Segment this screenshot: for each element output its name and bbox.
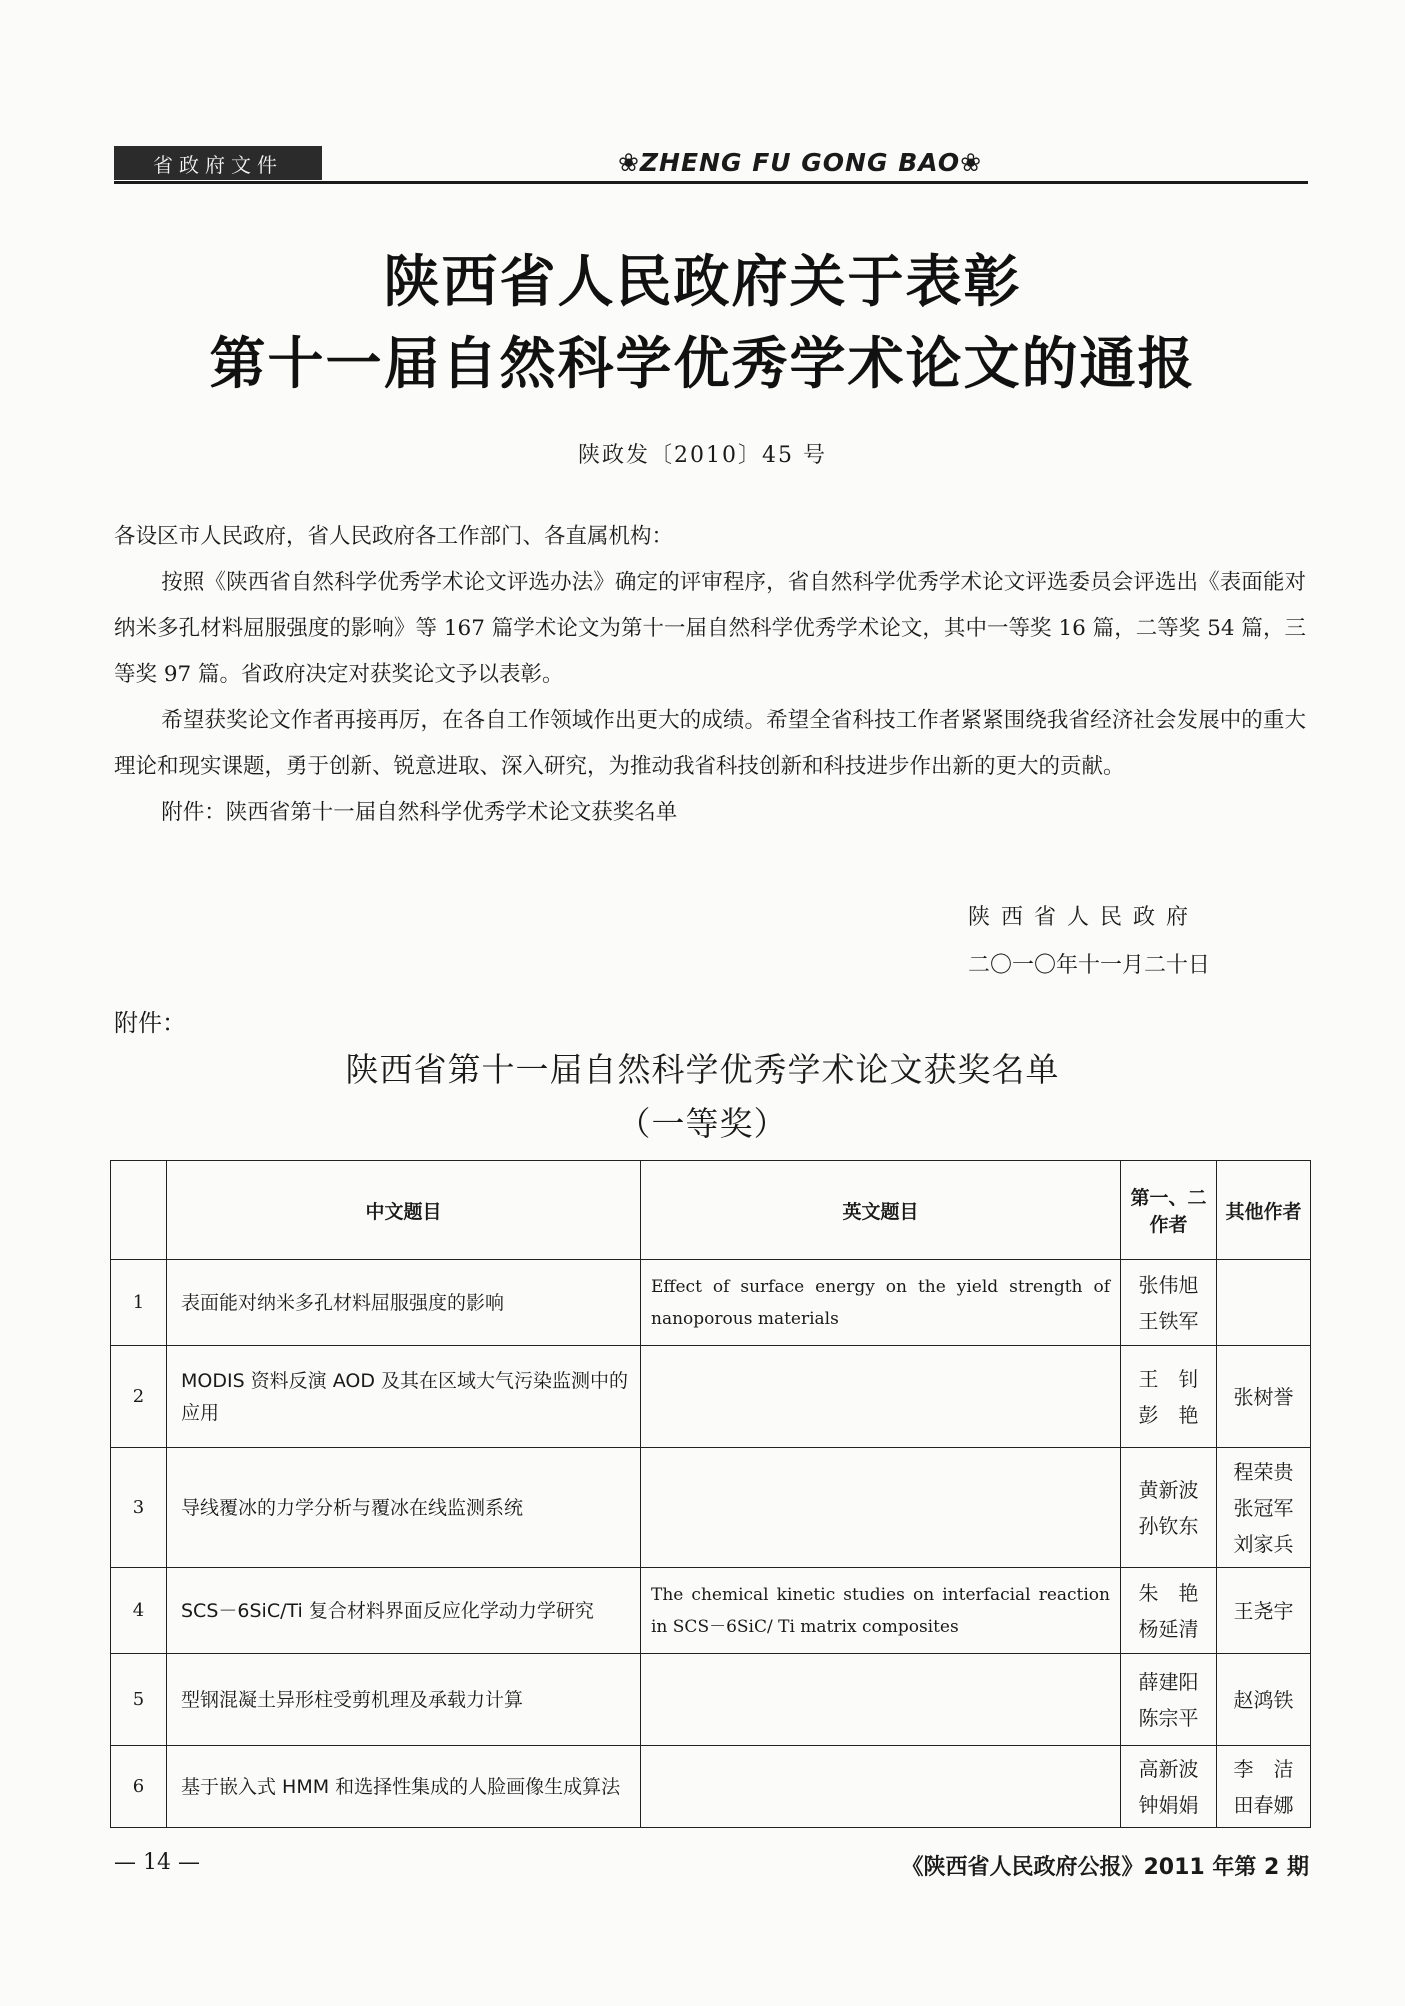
- chinese-title-cell: 导线覆冰的力学分析与覆冰在线监测系统: [167, 1448, 641, 1568]
- chinese-title-cell: 基于嵌入式 HMM 和选择性集成的人脸画像生成算法: [167, 1746, 641, 1828]
- award-table: [110, 1160, 1311, 1828]
- header-first-authors: [1121, 1161, 1217, 1260]
- header-rule: [114, 181, 1308, 184]
- author-name: 杨延清: [1138, 1616, 1199, 1641]
- first-authors-cell: [1121, 1654, 1217, 1746]
- author-name: 张冠军: [1233, 1495, 1294, 1520]
- award-list-title: 陕西省第十一届自然科学优秀学术论文获奖名单: [345, 1050, 1060, 1089]
- chinese-title-cell: 型钢混凝土异形柱受剪机理及承载力计算: [167, 1654, 641, 1746]
- author-name: 王尧宇: [1233, 1598, 1294, 1623]
- document-number: 陕政发〔2010〕45 号: [578, 443, 827, 468]
- header-other-authors: 其他作者: [1217, 1161, 1311, 1260]
- author-name: 田春娜: [1233, 1792, 1294, 1817]
- english-title-cell: Effect of surface energy on the yield strength of nanoporous materials: [641, 1260, 1121, 1346]
- paragraph-1: 按照《陕西省自然科学优秀学术论文评选办法》确定的评审程序，省自然科学优秀学术论文评选委员会评选出《表面能对纳米多孔材料屈服强度的影响》等 167 篇学术论文为第十一届自然科学优秀学术论文，其中一等奖 16 篇，二等奖 54 篇，三等奖 97 篇。省政府决定对获奖论文予以表彰。: [114, 570, 1306, 687]
- row-index: 5: [111, 1654, 167, 1746]
- author-name: 程荣贵: [1233, 1459, 1294, 1484]
- first-authors-cell: [1121, 1568, 1217, 1654]
- title-line-2: 第十一届自然科学优秀学术论文的通报: [209, 332, 1196, 397]
- author-name: 高新波: [1138, 1756, 1199, 1781]
- chinese-title-cell: SCS－6SiC/Ti 复合材料界面反应化学动力学研究: [167, 1568, 641, 1654]
- row-index: 4: [111, 1568, 167, 1654]
- chinese-title-cell: MODIS 资料反演 AOD 及其在区域大气污染监测中的应用: [167, 1346, 641, 1448]
- award-list-subtitle: （一等奖）: [617, 1104, 788, 1143]
- row-index: 2: [111, 1346, 167, 1448]
- addressee: 各设区市人民政府，省人民政府各工作部门、各直属机构：: [114, 524, 674, 549]
- issue-date: 二〇一〇年十一月二十日: [968, 953, 1211, 978]
- journal-brand: ❀ZHENG FU GONG BAO❀: [617, 148, 983, 177]
- table-row: [111, 1746, 1311, 1828]
- paragraph-2: 希望获奖论文作者再接再厉，在各自工作领域作出更大的成绩。希望全省科技工作者紧紧围绕我省经济社会发展中的重大理论和现实课题，勇于创新、锐意进取、深入研究，为推动我省科技创新和科技进步作出新的更大的贡献。: [114, 708, 1306, 779]
- row-index: 3: [111, 1448, 167, 1568]
- author-name: 黄新波: [1138, 1477, 1199, 1502]
- header-first-authors-line2: 作者: [1149, 1214, 1188, 1236]
- first-authors-cell: [1121, 1260, 1217, 1346]
- annex-label: 附件：: [114, 1009, 186, 1037]
- notice-body: [114, 514, 1306, 836]
- english-title-cell: [641, 1654, 1121, 1746]
- journal-issue: 《陕西省人民政府公报》2011 年第 2 期: [901, 1855, 1309, 1880]
- author-name: 陈宗平: [1138, 1705, 1199, 1730]
- table-header-row: [111, 1161, 1311, 1260]
- table-row: [111, 1448, 1311, 1568]
- row-index: 6: [111, 1746, 167, 1828]
- english-title-cell: [641, 1448, 1121, 1568]
- author-name: 赵鸿铁: [1233, 1687, 1294, 1712]
- english-title-cell: [641, 1746, 1121, 1828]
- page-number: — 14 —: [114, 1850, 200, 1875]
- issuing-authority: 陕 西 省 人 民 政 府: [968, 905, 1190, 930]
- row-index: 1: [111, 1260, 167, 1346]
- english-title-cell: The chemical kinetic studies on interfacial reaction in SCS－6SiC/ Ti matrix composites: [641, 1568, 1121, 1654]
- header-cn-title: 中文题目: [167, 1161, 641, 1260]
- header-en-title: 英文题目: [641, 1161, 1121, 1260]
- author-name: 张伟旭: [1138, 1272, 1199, 1297]
- author-name: 朱 艳: [1138, 1580, 1199, 1605]
- chinese-title-cell: 表面能对纳米多孔材料屈服强度的影响: [167, 1260, 641, 1346]
- other-authors-cell: [1217, 1346, 1311, 1448]
- first-authors-cell: [1121, 1346, 1217, 1448]
- author-name: 彭 艳: [1138, 1402, 1199, 1427]
- section-label: 省政府文件: [114, 146, 322, 180]
- author-name: 孙钦东: [1138, 1513, 1199, 1538]
- header-first-authors-line1: 第一、二: [1130, 1187, 1207, 1209]
- other-authors-cell: [1217, 1568, 1311, 1654]
- author-name: 刘家兵: [1233, 1531, 1294, 1556]
- other-authors-cell: [1217, 1654, 1311, 1746]
- author-name: 王 钊: [1138, 1366, 1199, 1391]
- award-rows: [111, 1260, 1311, 1828]
- table-row: [111, 1654, 1311, 1746]
- other-authors-cell: [1217, 1260, 1311, 1346]
- title-line-1: 陕西省人民政府关于表彰: [383, 250, 1022, 315]
- other-authors-cell: [1217, 1746, 1311, 1828]
- english-title-cell: [641, 1346, 1121, 1448]
- author-name: 李 洁: [1233, 1756, 1294, 1781]
- first-authors-cell: [1121, 1448, 1217, 1568]
- author-name: 王铁军: [1138, 1308, 1199, 1333]
- author-name: 钟娟娟: [1138, 1792, 1199, 1817]
- first-authors-cell: [1121, 1746, 1217, 1828]
- other-authors-cell: [1217, 1448, 1311, 1568]
- author-name: 薛建阳: [1138, 1669, 1199, 1694]
- table-row: [111, 1260, 1311, 1346]
- table-row: [111, 1568, 1311, 1654]
- header-index: [111, 1161, 167, 1260]
- table-row: [111, 1346, 1311, 1448]
- attachment-note: 附件：陕西省第十一届自然科学优秀学术论文获奖名单: [161, 800, 678, 825]
- author-name: 张树誉: [1233, 1384, 1294, 1409]
